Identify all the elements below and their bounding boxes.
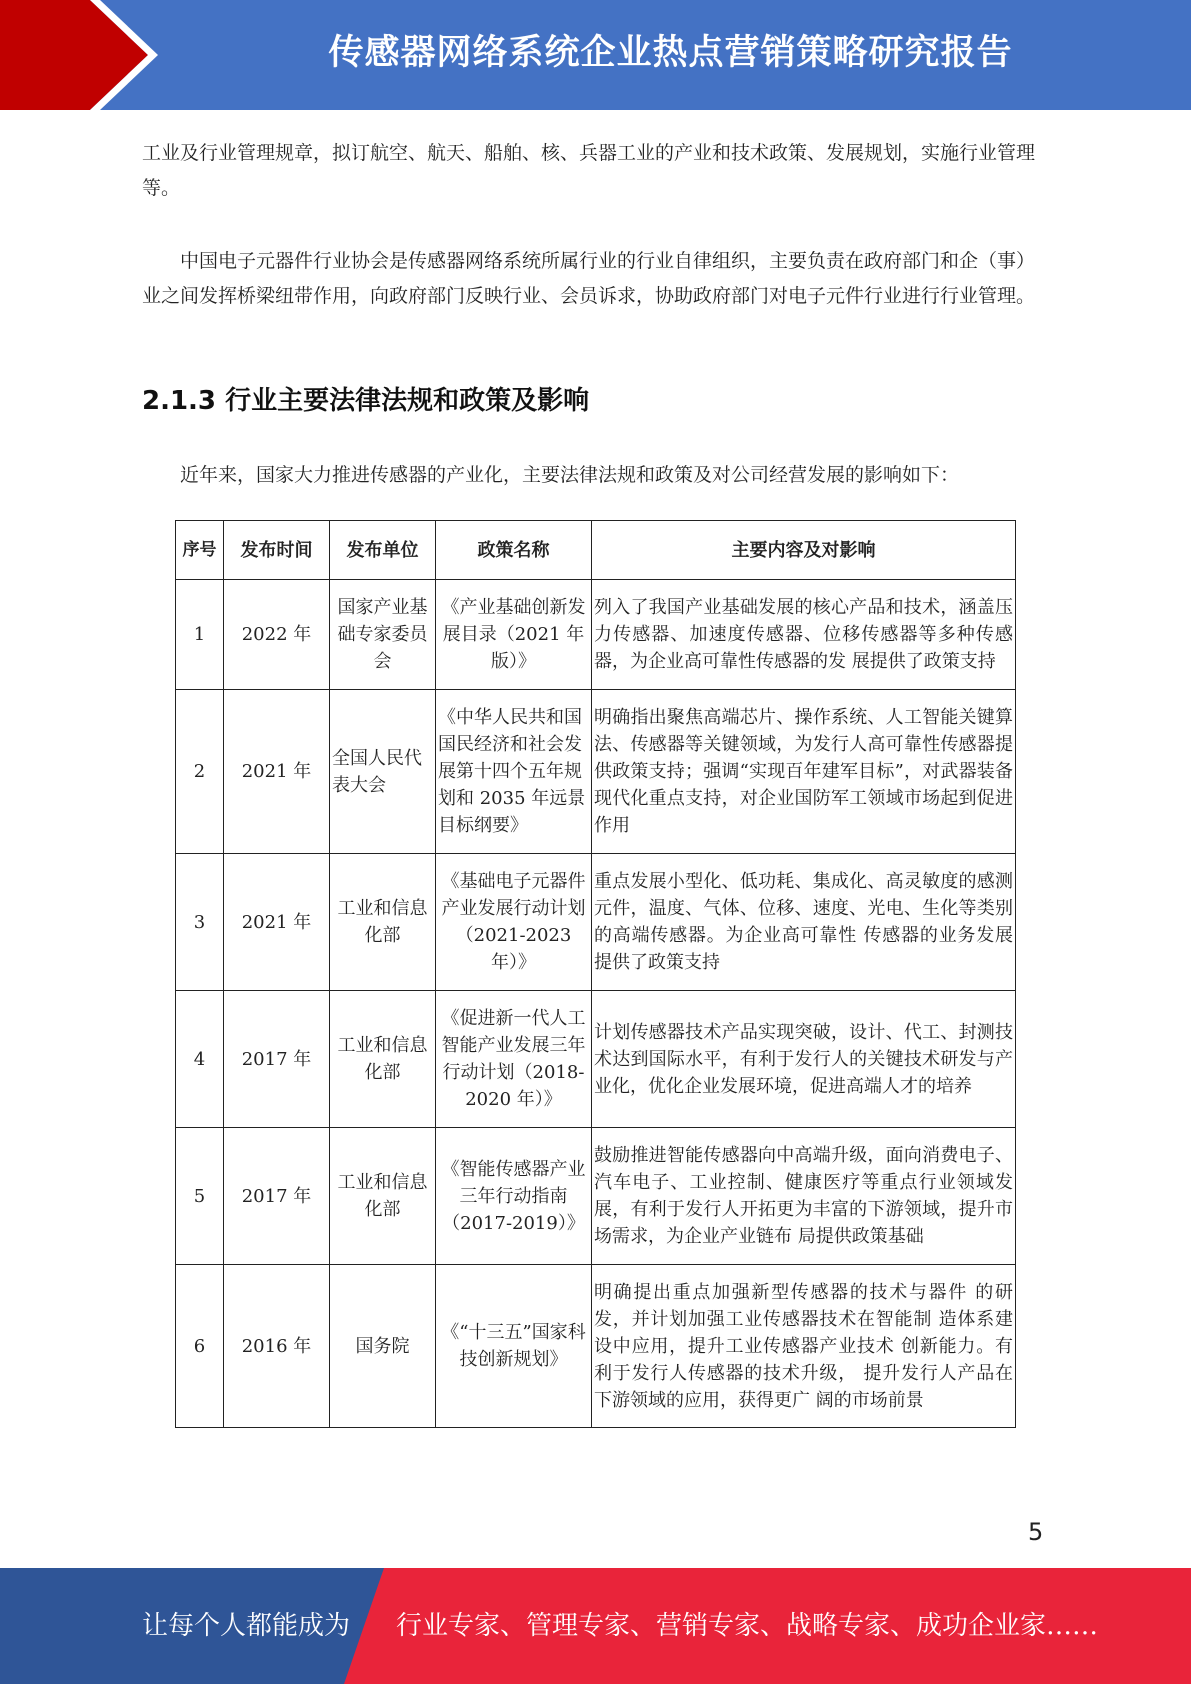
header-content: 主要内容及对影响 bbox=[592, 521, 1016, 580]
table-row bbox=[176, 991, 1016, 1128]
paragraph-association: 中国电子元器件行业协会是传感器网络系统所属行业的行业自律组织，主要负责在政府部门和企（事）业之间发挥桥梁纽带作用，向政府部门反映行业、会员诉求，协助政府部门对电子元件行业进行行业管理。 bbox=[142, 250, 1036, 307]
table-row bbox=[176, 1128, 1016, 1265]
cell-date: 2021 年 bbox=[224, 690, 330, 854]
cell-date: 2017 年 bbox=[224, 991, 330, 1128]
cell-date: 2022 年 bbox=[224, 580, 330, 690]
paragraph-intro: 近年来，国家大力推进传感器的产业化，主要法律法规和政策及对公司经营发展的影响如下： bbox=[180, 464, 960, 486]
header-policy-name: 政策名称 bbox=[436, 521, 592, 580]
cell-no: 5 bbox=[176, 1128, 224, 1265]
page-header bbox=[0, 0, 1191, 110]
section-heading: 2.1.3 行业主要法律法规和政策及影响 bbox=[142, 386, 590, 416]
table-row bbox=[176, 854, 1016, 991]
table-row bbox=[176, 580, 1016, 690]
cell-org: 工业和信息化部 bbox=[330, 854, 436, 991]
cell-policy-name: 《智能传感器产业三年行动指南（2017-2019）》 bbox=[436, 1128, 592, 1265]
cell-no: 6 bbox=[176, 1265, 224, 1428]
cell-no: 3 bbox=[176, 854, 224, 991]
cell-org: 工业和信息化部 bbox=[330, 1128, 436, 1265]
cell-no: 4 bbox=[176, 991, 224, 1128]
cell-content: 重点发展小型化、低功耗、集成化、高灵敏度的感测元件，温度、气体、位移、速度、光电、生化等类别的高端传感器。为企业高可靠性 传感器的业务发展提供了政策支持 bbox=[592, 854, 1016, 991]
table-header-row bbox=[176, 521, 1016, 580]
page-footer bbox=[0, 1568, 1191, 1684]
cell-content: 鼓励推进智能传感器向中高端升级，面向消费电子、汽车电子、工业控制、健康医疗等重点行业领域发展，有利于发行人开拓更为丰富的下游领域，提升市场需求，为企业产业链布 局提供政策基础 bbox=[592, 1128, 1016, 1265]
paragraph-continued: 工业及行业管理规章，拟订航空、航天、船舶、核、兵器工业的产业和技术政策、发展规划，实施行业管理等。 bbox=[142, 142, 1036, 199]
header-org: 发布单位 bbox=[330, 521, 436, 580]
cell-policy-name: 《促进新一代人工智能产业发展三年行动计划（2018-2020 年）》 bbox=[436, 991, 592, 1128]
cell-policy-name: 《产业基础创新发展目录（2021 年版）》 bbox=[436, 580, 592, 690]
cell-policy-name: 《基础电子元器件产业发展行动计划（2021-2023 年）》 bbox=[436, 854, 592, 991]
footer-slogan-left: 让每个人都能成为 bbox=[142, 1611, 351, 1641]
table-row bbox=[176, 690, 1016, 854]
cell-no: 2 bbox=[176, 690, 224, 854]
cell-content: 明确提出重点加强新型传感器的技术与器件 的研发，并计划加强工业传感器技术在智能制 造体系建设中应用，提升工业传感器产业技术 创新能力。有利于发行人传感器的技术升级， 提升发行人产品在下游领域的应用，获得更广 阔的市场前景 bbox=[592, 1265, 1016, 1428]
cell-content: 计划传感器技术产品实现突破，设计、代工、封测技术达到国际水平，有利于发行人的关键技术研发与产业化，优化企业发展环境，促进高端人才的培养 bbox=[592, 991, 1016, 1128]
page-number: 5 bbox=[1028, 1518, 1044, 1546]
cell-org: 国务院 bbox=[330, 1265, 436, 1428]
cell-content: 明确指出聚焦高端芯片、操作系统、人工智能关键算法、传感器等关键领域，为发行人高可靠性传感器提供政策支持；强调“实现百年建军目标”，对武器装备现代化重点支持，对企业国防军工领域市场起到促进作用 bbox=[592, 690, 1016, 854]
cell-policy-name: 《“十三五”国家科技创新规划》 bbox=[436, 1265, 592, 1428]
cell-org: 国家产业基础专家委员会 bbox=[330, 580, 436, 690]
cell-date: 2016 年 bbox=[224, 1265, 330, 1428]
header-date: 发布时间 bbox=[224, 521, 330, 580]
cell-no: 1 bbox=[176, 580, 224, 690]
cell-content: 列入了我国产业基础发展的核心产品和技术，涵盖压力传感器、加速度传感器、位移传感器等多种传感器，为企业高可靠性传感器的发 展提供了政策支持 bbox=[592, 580, 1016, 690]
cell-date: 2021 年 bbox=[224, 854, 330, 991]
header-no: 序号 bbox=[176, 521, 224, 580]
cell-date: 2017 年 bbox=[224, 1128, 330, 1265]
report-title: 传感器网络系统企业热点营销策略研究报告 bbox=[328, 33, 1013, 73]
cell-org: 工业和信息化部 bbox=[330, 991, 436, 1128]
table-row bbox=[176, 1265, 1016, 1428]
cell-org: 全国人民代表大会 bbox=[330, 690, 436, 854]
policy-table bbox=[175, 520, 1016, 1428]
cell-policy-name: 《中华人民共和国国民经济和社会发展第十四个五年规划和 2035 年远景目标纲要》 bbox=[436, 690, 592, 854]
footer-slogan-right: 行业专家、管理专家、营销专家、战略专家、成功企业家…… bbox=[396, 1611, 1099, 1641]
